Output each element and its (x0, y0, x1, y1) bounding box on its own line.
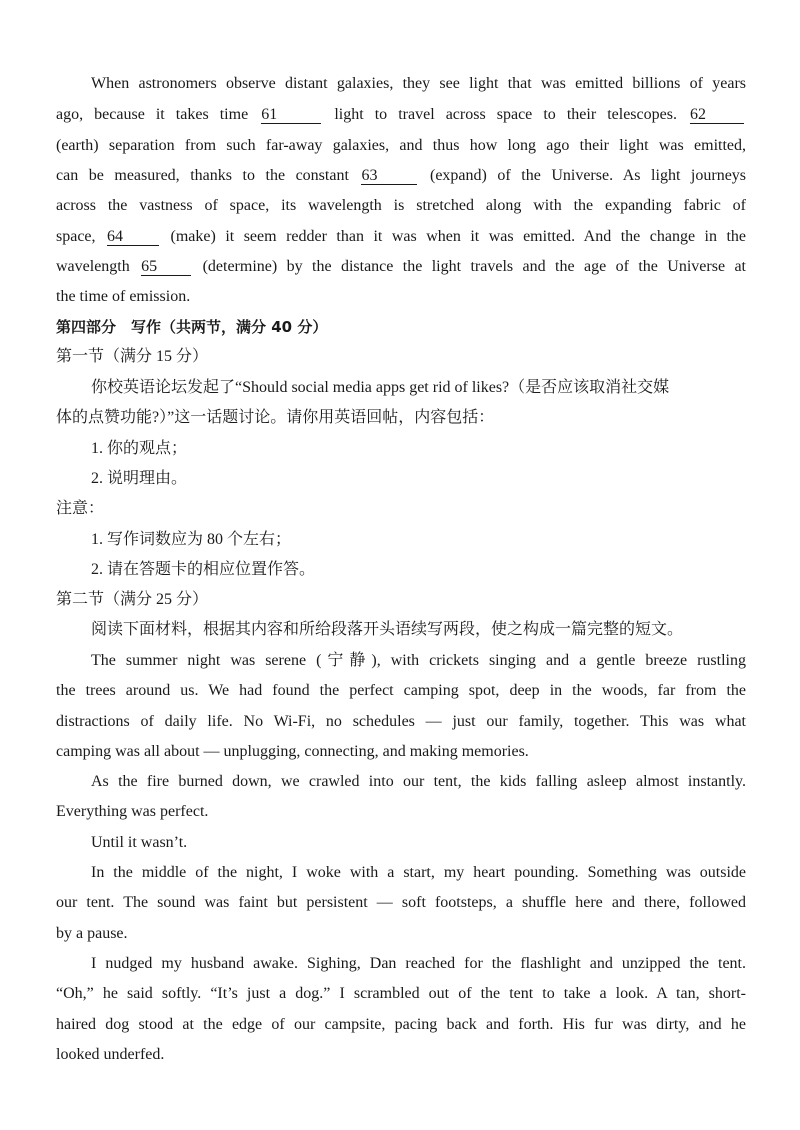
story-p5-line-4: looked underfed. (56, 1046, 165, 1063)
section-one-item-2: 2. 说明理由。 (91, 470, 188, 487)
passage-line-2: ago, because it takes time 61 light to travel across space to their telescopes. 62 (56, 105, 746, 125)
blank-64[interactable]: 64 (107, 228, 159, 246)
note-label: 注意： (56, 500, 105, 517)
story-p2-line-1: As the fire burned down, we crawled into our tent, the kids falling asleep almost instantly. (91, 773, 746, 790)
story-p2-line-2: Everything was perfect. (56, 803, 209, 820)
passage-line-5: across the vastness of space, its wavelength is stretched along with the expanding fabric of (56, 197, 746, 214)
passage-line-1: When astronomers observe distant galaxies, they see light that was emitted billions of years (91, 75, 746, 92)
section-one-item-1: 1. 你的观点； (91, 440, 188, 457)
story-p5-line-2: “Oh,” he said softly. “It’s just a dog.” I scrambled out of the tent to take a look. A tan, short- (56, 985, 746, 1002)
passage-line-7: wavelength 65 (determine) by the distance the light travels and the age of the Universe at (56, 258, 746, 275)
story-p5-line-3: haired dog stood at the edge of our campsite, pacing back and forth. His fur was dirty, and he (56, 1016, 746, 1033)
passage-line-3: (earth) separation from such far-away galaxies, and thus how long ago their light was emitted, (56, 137, 746, 154)
note-item-1: 1. 写作词数应为 80 个左右； (91, 531, 292, 548)
part-four-title: 第四部分 写作（共两节，满分 40 分） (56, 318, 328, 336)
passage-line-4: can be measured, thanks to the constant 63 (expand) of the Universe. As light journeys (56, 167, 747, 184)
section-two-title: 第二节（满分 25 分） (56, 591, 209, 608)
note-item-2: 2. 请在答题卡的相应位置作答。 (91, 561, 316, 578)
blank-63[interactable]: 63 (361, 167, 417, 185)
blank-61[interactable]: 61 (261, 106, 321, 124)
story-p5-line-1: I nudged my husband awake. Sighing, Dan reached for the flashlight and unzipped the tent. (91, 955, 746, 972)
blank-65[interactable]: 65 (141, 258, 191, 276)
story-p4-line-1: In the middle of the night, I woke with a start, my heart pounding. Something was outside (91, 864, 746, 881)
story-p1-line-1: The summer night was serene (宁静), with crickets singing and a gentle breeze rustling (91, 652, 746, 669)
section-one-title: 第一节（满分 15 分） (56, 348, 209, 365)
passage-line-6: space, 64 (make) it seem redder than it was when it was emitted. And the change in the (56, 228, 747, 245)
story-p3: Until it wasn’t. (91, 834, 188, 851)
story-p1-line-3: distractions of daily life. No Wi-Fi, no schedules — just our family, together. This was what (56, 713, 746, 730)
section-two-instruction: 阅读下面材料，根据其内容和所给段落开头语续写两段，使之构成一篇完整的短文。 (91, 621, 684, 638)
story-p1-line-4: camping was all about — unplugging, connecting, and making memories. (56, 743, 529, 760)
story-p4-line-3: by a pause. (56, 925, 128, 942)
story-p4-line-2: our tent. The sound was faint but persistent — soft footsteps, a shuffle here and there, followed (56, 894, 746, 911)
passage-line-8: the time of emission. (56, 288, 191, 305)
story-p1-line-2: the trees around us. We had found the perfect camping spot, deep in the woods, far from the (56, 682, 746, 699)
blank-62[interactable]: 62 (690, 106, 744, 124)
section-one-prompt-line-1: 你校英语论坛发起了“Should social media apps get rid of likes?（是否应该取消社交媒 (91, 379, 670, 396)
section-one-prompt-line-2: 体的点赞功能?）”这一话题讨论。请你用英语回帖，内容包括： (56, 409, 495, 426)
